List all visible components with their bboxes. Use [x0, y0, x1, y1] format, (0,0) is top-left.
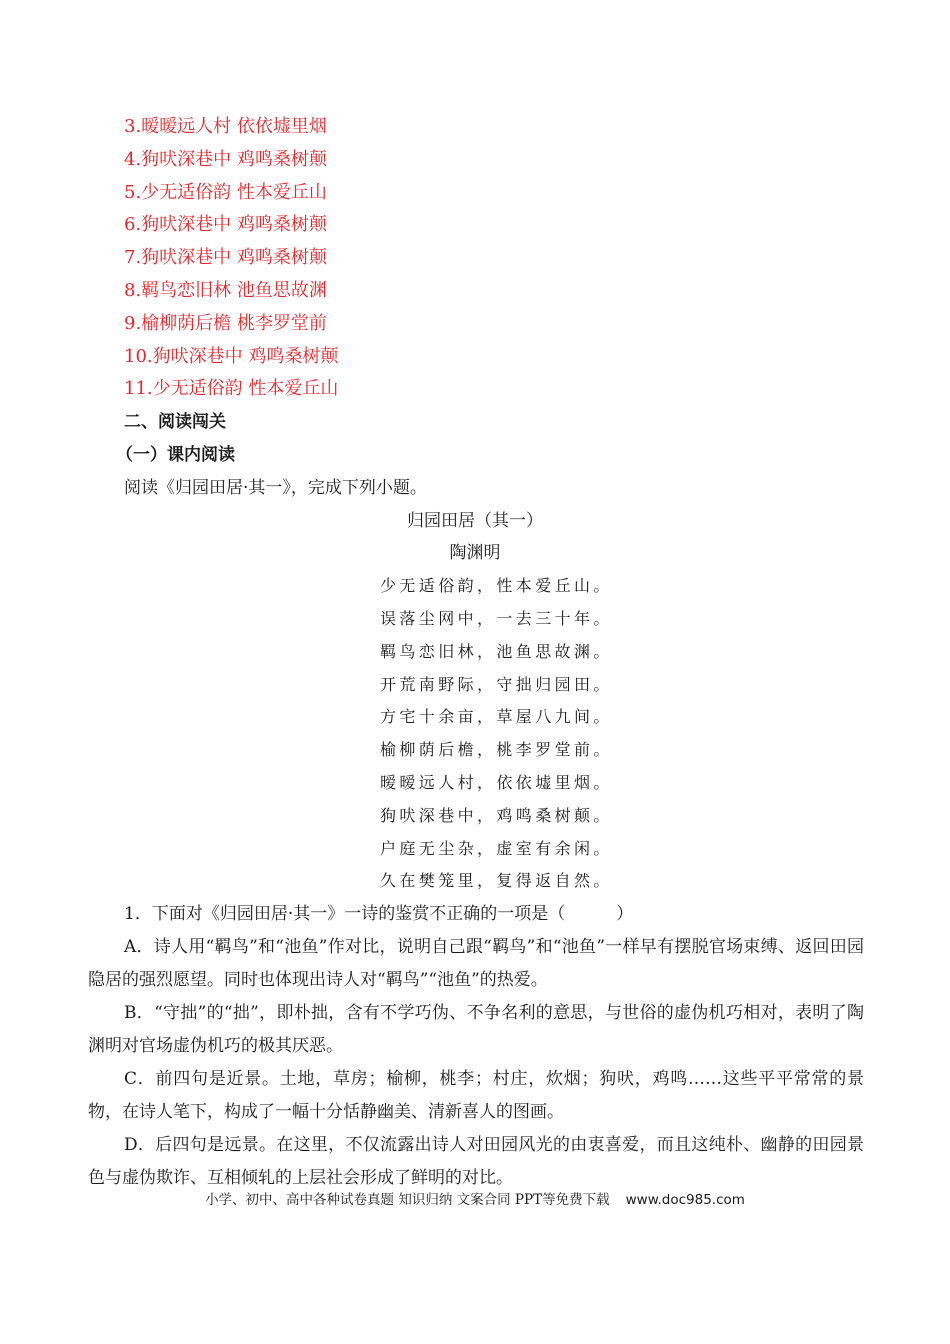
- subsection-title: （一）课内阅读: [116, 445, 235, 465]
- answer-line: 8.羁鸟恋旧林 池鱼思故渊: [124, 280, 327, 301]
- page-footer: [0, 1190, 950, 1210]
- poem-title: 归园田居（其一）: [407, 511, 543, 531]
- option-a: A．诗人用“羁鸟”和“池鱼”作对比，说明自己跟“羁鸟”和“池鱼”一样早有摆脱官场束缚、返回田园隐居的强烈愿望。同时也体现出诗人对“羁鸟”“池鱼”的热爱。: [88, 937, 864, 990]
- poem-line: 榆柳荫后檐，桃李罗堂前。: [380, 740, 613, 759]
- footer-text: 小学、初中、高中各种试卷真题 知识归纳 文案合同 PPT等免费下载: [205, 1192, 610, 1208]
- answer-line: 9.榆柳荫后檐 桃李罗堂前: [124, 313, 327, 334]
- answer-line: 5.少无适俗韵 性本爱丘山: [124, 182, 327, 203]
- poem-line: 狗吠深巷中，鸡鸣桑树颠。: [380, 806, 613, 825]
- option-b: B．“守拙”的“拙”，即朴拙，含有不学巧伪、不争名利的意思，与世俗的虚伪机巧相对，表明了陶渊明对官场虚伪机巧的极其厌恶。: [88, 1003, 864, 1056]
- poem-line: 羁鸟恋旧林，池鱼思故渊。: [380, 642, 613, 661]
- answer-line: 4.狗吠深巷中 鸡鸣桑树颠: [124, 149, 327, 170]
- answer-line: 6.狗吠深巷中 鸡鸣桑树颠: [124, 214, 327, 235]
- answer-line: 11.少无适俗韵 性本爱丘山: [124, 378, 339, 399]
- answer-line: 10.狗吠深巷中 鸡鸣桑树颠: [124, 346, 339, 367]
- poem-line: 误落尘网中，一去三十年。: [380, 609, 613, 628]
- option-d: D．后四句是远景。在这里，不仅流露出诗人对田园风光的由衷喜爱，而且这纯朴、幽静的田园景色与虚伪欺诈、互相倾轧的上层社会形成了鲜明的对比。: [88, 1135, 864, 1188]
- poem-line: 暧暧远人村，依依墟里烟。: [380, 773, 613, 792]
- poem-line: 方宅十余亩，草屋八九间。: [380, 707, 613, 726]
- poem-line: 少无适俗韵，性本爱丘山。: [380, 576, 613, 595]
- reading-instruction: 阅读《归园田居·其一》，完成下列小题。: [124, 478, 427, 498]
- section-title: 二、阅读闯关: [124, 412, 226, 432]
- poem-line: 开荒南野际，守拙归园田。: [380, 675, 613, 694]
- question-stem: 1．下面对《归园田居·其一》一诗的鉴赏不正确的一项是（ ）: [124, 904, 634, 924]
- poem-line: 久在樊笼里，复得返自然。: [380, 871, 613, 890]
- answer-line: 7.狗吠深巷中 鸡鸣桑树颠: [124, 247, 327, 268]
- poem-line: 户庭无尘杂，虚室有余闲。: [380, 839, 613, 858]
- footer-url[interactable]: www.doc985.com: [625, 1192, 745, 1208]
- poem-author: 陶渊明: [449, 543, 501, 563]
- option-c: C．前四句是近景。土地，草房；榆柳，桃李；村庄，炊烟；狗吠，鸡鸣……这些平平常常的景物，在诗人笔下，构成了一幅十分恬静幽美、清新喜人的图画。: [88, 1069, 864, 1122]
- answer-line: 3.暧暧远人村 依依墟里烟: [124, 116, 327, 137]
